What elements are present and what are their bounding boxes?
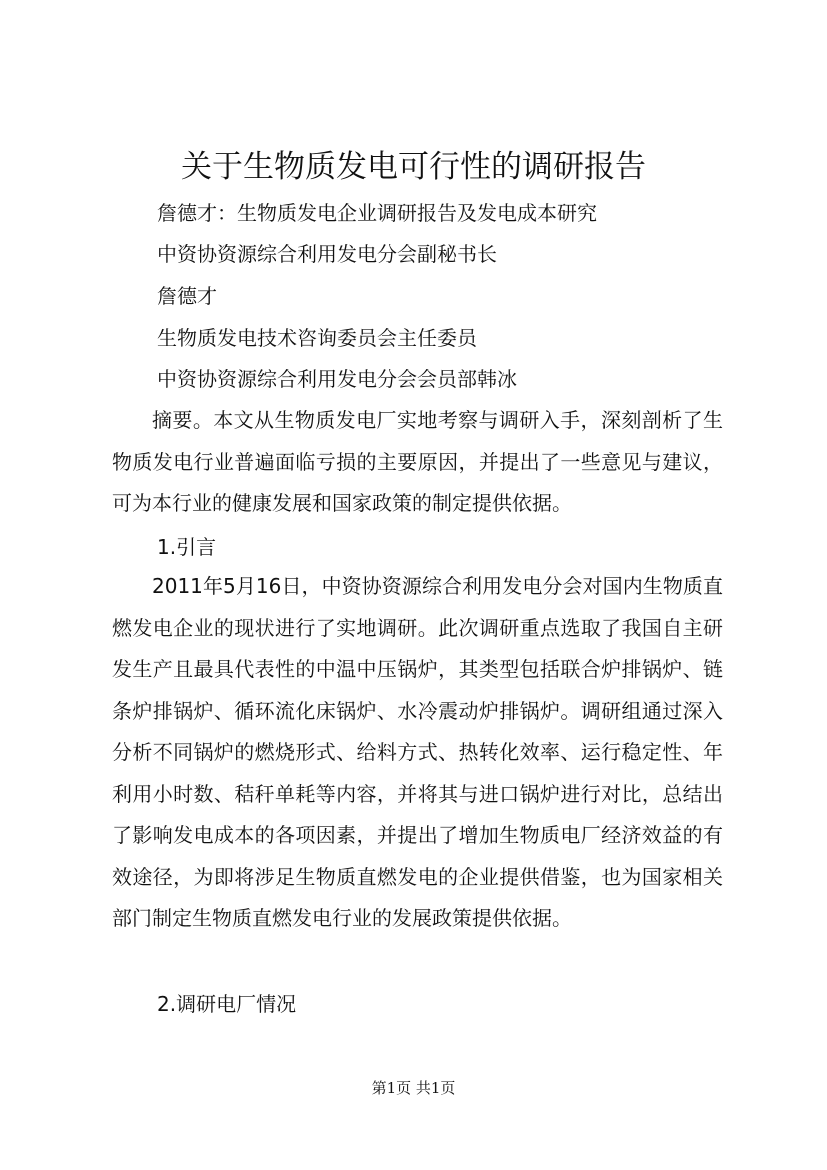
author-line-1: 詹德才：生物质发电企业调研报告及发电成本研究 (157, 201, 597, 225)
author-line-3: 詹德才 (157, 284, 217, 308)
introduction-paragraph: 2011年5月16日，中资协资源综合利用发电分会对国内生物质直燃发电企业的现状进行了实地调研。此次调研重点选取了我国自主研发生产且最具代表性的中温中压锅炉，其类型包括联合炉排锅炉、链条炉排锅炉、循环流化床锅炉、水冷震动炉排锅炉。调研组通过深入分析不同锅炉的燃烧形式、给料方式、热转化效率、运行稳定性、年利用小时数、秸秆单耗等内容，并将其与进口锅炉进行对比，总结出了影响发电成本的各项因素，并提出了增加生物质电厂经济效益的有效途径，为即将涉足生物质直燃发电的企业提供借鉴，也为国家相关部门制定生物质直燃发电行业的发展政策提供依据。 (112, 574, 723, 930)
author-line-4: 生物质发电技术咨询委员会主任委员 (157, 326, 477, 350)
author-line-2: 中资协资源综合利用发电分会副秘书长 (157, 242, 497, 266)
document-title: 关于生物质发电可行性的调研报告 (181, 149, 646, 185)
abstract-paragraph: 摘要。本文从生物质发电厂实地考察与调研入手，深刻剖析了生物质发电行业普遍面临亏损的主要原因，并提出了一些意见与建议，可为本行业的健康发展和国家政策的制定提供依据。 (112, 408, 723, 515)
section-heading-plant-survey: 2.调研电厂情况 (157, 992, 297, 1016)
section-heading-introduction: 1.引言 (157, 535, 217, 559)
author-line-5: 中资协资源综合利用发电分会会员部韩冰 (157, 367, 517, 391)
page-footer: 第1页 共1页 (371, 1079, 456, 1097)
